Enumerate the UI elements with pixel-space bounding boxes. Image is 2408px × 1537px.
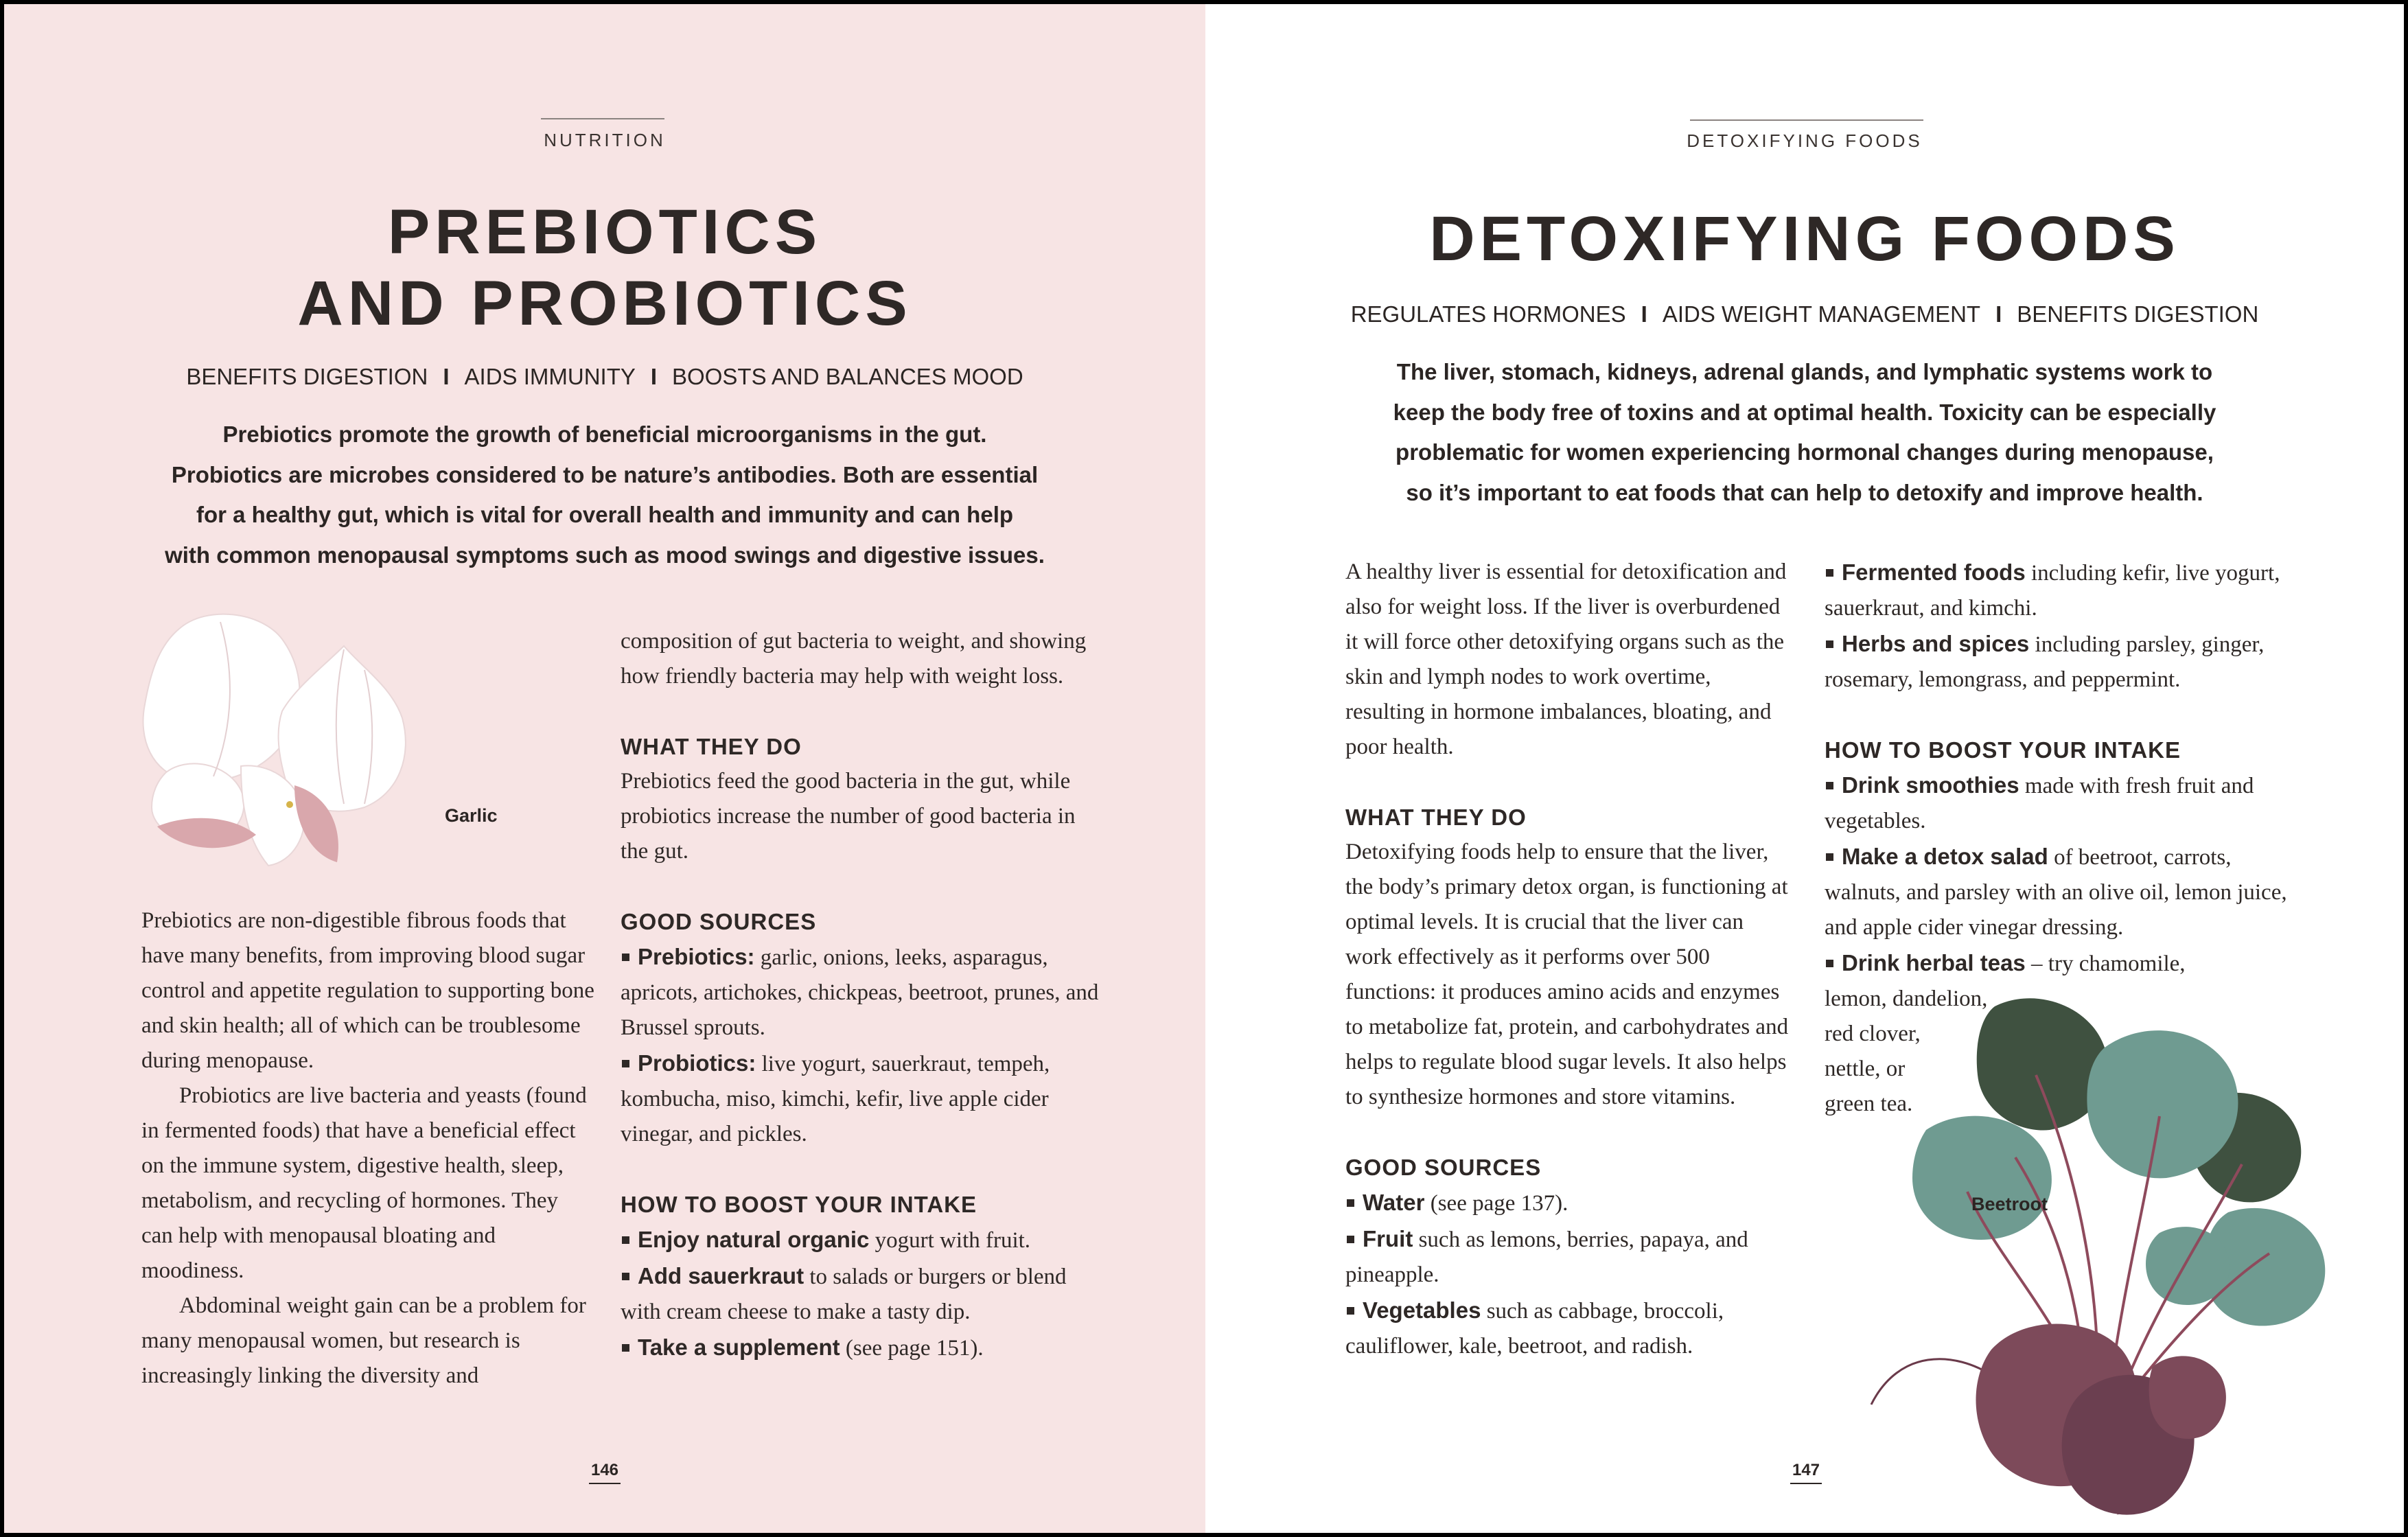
tag: BENEFITS DIGESTION xyxy=(2017,301,2259,327)
source-item: Fermented foods including kefir, live yogurt, sauerkraut, and kimchi. xyxy=(1825,559,2280,621)
benefit-tags xyxy=(1205,301,2404,327)
intro-paragraph xyxy=(4,415,1205,575)
beetroot-caption: Beetroot xyxy=(1971,1194,2048,1214)
source-item: Prebiotics: garlic, onions, leeks, asparagus, apricots, artichokes, chickpeas, beetroot, prunes, and Brussel sprouts. xyxy=(621,944,1099,1040)
what-they-do-text: Detoxifying foods help to ensure that the liver, the body’s primary detox organ, is functioning at optimal levels. It is crucial that the liver can work effectively as it performs over 500 functions: it produces amino acids and enzymes to metabolize fat, protein, and carbohydrates and helps to regulate blood sugar levels. It also helps to synthesize hormones and store vitamins. xyxy=(1345,840,1789,1109)
bullet-square-icon xyxy=(622,954,629,961)
bullet-square-icon xyxy=(622,1236,629,1244)
left-column-2 xyxy=(621,624,1101,1366)
good-sources-heading: GOOD SOURCES xyxy=(621,909,817,934)
title-line-2: AND PROBIOTICS xyxy=(297,268,912,338)
boost-item: Enjoy natural organic yogurt with fruit. xyxy=(621,1222,1101,1258)
good-sources-heading: GOOD SOURCES xyxy=(1345,1155,1542,1180)
bullet-square-icon xyxy=(1826,569,1833,577)
paragraph: Abdominal weight gain can be a problem for many menopausal women, but research is increasingly linking the diversity and xyxy=(141,1293,586,1388)
left-column-1 xyxy=(141,903,594,1394)
boost-item: Take a supplement (see page 151). xyxy=(621,1330,1101,1366)
page-number: 147 xyxy=(1792,1461,1820,1479)
what-they-do-heading: WHAT THEY DO xyxy=(1345,805,1527,830)
tag: AIDS WEIGHT MANAGEMENT xyxy=(1662,301,1981,327)
bullet-square-icon xyxy=(1347,1199,1354,1207)
boost-intake-heading: HOW TO BOOST YOUR INTAKE xyxy=(1825,737,2181,763)
garlic-illustration xyxy=(138,608,474,872)
intro-line: for a healthy gut, which is vital for overall health and immunity and can help xyxy=(196,502,1014,527)
intro-line: so it’s important to eat foods that can help to detoxify and improve health. xyxy=(1406,479,2203,505)
bullet-square-icon xyxy=(1347,1307,1354,1315)
intro-line: problematic for women experiencing hormonal changes during menopause, xyxy=(1396,439,2214,465)
tag-separator: I xyxy=(1995,301,2002,327)
herbal-line: red clover, xyxy=(1825,1021,1921,1046)
bullet-square-icon xyxy=(1826,960,1833,967)
what-they-do-heading: WHAT THEY DO xyxy=(621,734,802,759)
paragraph: Prebiotics are non-digestible fibrous foods that have many benefits, from improving blood sugar control and appetite regulation to supporting bone and skin health; all of which can be troublesome during menopause. xyxy=(141,908,594,1073)
tag-separator: I xyxy=(1641,301,1647,327)
right-page xyxy=(1205,4,2404,1533)
boost-item: Make a detox salad of beetroot, carrots, walnuts, and parsley with an olive oil, lemon juice, and apple cider vinegar dressing. xyxy=(1825,844,2287,940)
left-page xyxy=(4,4,1205,1533)
running-head: DETOXIFYING FOODS xyxy=(1687,130,1923,151)
title-line-1: PREBIOTICS xyxy=(387,197,822,267)
tag: BENEFITS DIGESTION xyxy=(186,364,428,389)
intro-line: Probiotics are microbes considered to be nature’s antibodies. Both are essential xyxy=(171,461,1039,487)
bullet-square-icon xyxy=(622,1273,629,1280)
what-they-do-text: Prebiotics feed the good bacteria in the gut, while probiotics increase the number of good bacteria in the gut. xyxy=(621,769,1076,864)
page-number-rule xyxy=(589,1483,621,1484)
right-column-1 xyxy=(1345,555,1792,1364)
running-head: NUTRITION xyxy=(544,130,666,150)
page-number: 146 xyxy=(590,1461,619,1479)
herbal-line: lemon, dandelion, xyxy=(1825,986,1988,1011)
page-title: DETOXIFYING FOODS xyxy=(1429,204,2180,274)
boost-item: Drink smoothies made with fresh fruit and vegetables. xyxy=(1825,772,2254,833)
boost-intake-heading: HOW TO BOOST YOUR INTAKE xyxy=(621,1192,977,1217)
tag-separator: I xyxy=(650,364,658,389)
intro-line: with common menopausal symptoms such as mood swings and digestive issues. xyxy=(165,542,1045,568)
tag: AIDS IMMUNITY xyxy=(464,364,636,389)
bullet-square-icon xyxy=(622,1344,629,1352)
paragraph-continuation: composition of gut bacteria to weight, and showing how friendly bacteria may help with weight loss. xyxy=(621,629,1087,689)
page-title xyxy=(4,196,1205,339)
intro-line: keep the body free of toxins and at optimal health. Toxicity can be especially xyxy=(1393,399,2216,425)
tag-separator: I xyxy=(443,364,450,389)
running-head-rule xyxy=(1690,119,1923,121)
herbal-line: nettle, or xyxy=(1825,1056,1906,1081)
right-column-2 xyxy=(1825,555,2305,1122)
garlic-caption: Garlic xyxy=(445,805,498,826)
source-item: Fruit such as lemons, berries, papaya, and pineapple. xyxy=(1345,1226,1748,1287)
source-item: Herbs and spices including parsley, ginger, rosemary, lemongrass, and peppermint. xyxy=(1825,631,2265,692)
bullet-square-icon xyxy=(1347,1236,1354,1243)
tag: BOOSTS AND BALANCES MOOD xyxy=(672,364,1023,389)
source-item: Probiotics: live yogurt, sauerkraut, tempeh, kombucha, miso, kimchi, kefir, live apple cider vinegar, and pickles. xyxy=(621,1050,1050,1146)
intro-line: Prebiotics promote the growth of beneficial microorganisms in the gut. xyxy=(222,421,987,447)
bullet-square-icon xyxy=(1826,853,1833,861)
bullet-square-icon xyxy=(1826,782,1833,789)
source-item: Vegetables such as cabbage, broccoli, cauliflower, kale, beetroot, and radish. xyxy=(1345,1297,1724,1359)
bullet-square-icon xyxy=(622,1060,629,1067)
intro-paragraph xyxy=(1205,352,2404,513)
tag: REGULATES HORMONES xyxy=(1350,301,1626,327)
benefit-tags xyxy=(4,364,1205,390)
boost-item: Add sauerkraut to salads or burgers or blend with cream cheese to make a tasty dip. xyxy=(621,1263,1067,1324)
boost-item-herbal: Drink herbal teas – try chamomile, xyxy=(1825,945,2305,982)
intro-line: The liver, stomach, kidneys, adrenal glands, and lymphatic systems work to xyxy=(1396,359,2213,384)
bullet-square-icon xyxy=(1826,640,1833,648)
source-item: Water (see page 137). xyxy=(1345,1185,1792,1221)
page-number-rule xyxy=(1790,1483,1822,1484)
paragraph: Probiotics are live bacteria and yeasts (found in fermented foods) that have a beneficial effect on the immune system, digestive health, sleep, metabolism, and recycling of hormones. They can help with menopausal bloating and moodiness. xyxy=(141,1083,587,1283)
herbal-line: green tea. xyxy=(1825,1091,1913,1116)
running-head-rule xyxy=(541,118,664,119)
paragraph: A healthy liver is essential for detoxification and also for weight loss. If the liver is overburdened it will force other detoxifying organs such as the skin and lymph nodes to work overtime, resulting in hormone imbalances, bloating, and poor health. xyxy=(1345,559,1787,759)
